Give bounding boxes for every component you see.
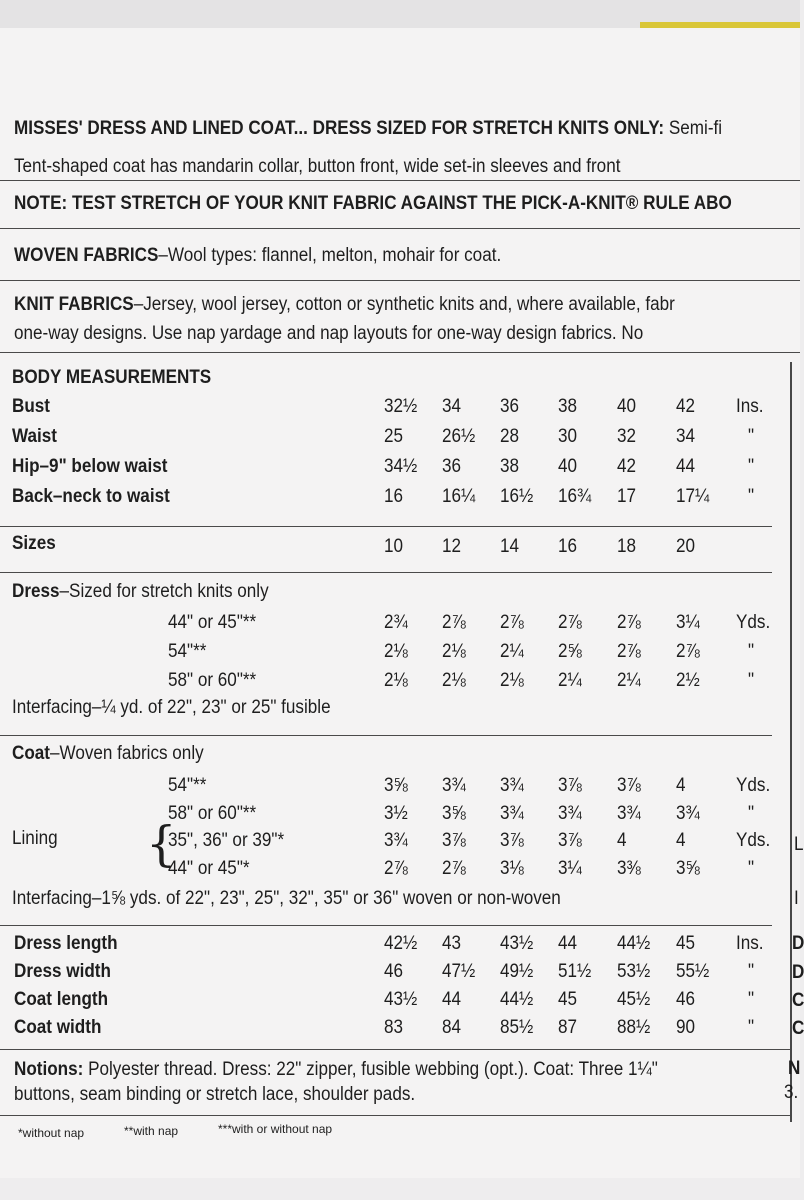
body-measurement-cell: 17¼ — [676, 486, 710, 507]
finished-measurement-row-label: Coat length — [14, 989, 109, 1010]
body-measurement-cell: 36 — [500, 396, 520, 417]
woven-fabrics-line — [14, 245, 501, 267]
finished-measurement-cell: 88½ — [617, 1017, 651, 1038]
body-measurement-cell: 34 — [442, 396, 462, 417]
coat-yardage-cell: 3¾ — [676, 803, 700, 824]
dress-yardage-cell: 2⅞ — [676, 641, 700, 662]
body-measurement-unit: " — [748, 456, 755, 477]
coat-yardage-cell: 3¾ — [617, 803, 641, 824]
lining-brace: { — [146, 816, 177, 872]
dress-yardage-cell: 2⅞ — [442, 612, 466, 633]
body-measurement-cell: 17 — [617, 486, 637, 507]
intro-title-rest: Semi-fi — [664, 118, 723, 139]
finished-measurement-cell: 44 — [442, 989, 462, 1010]
knit-text: –Jersey, wool jersey, cotton or synthetic knits and, where available, fabr — [133, 294, 675, 315]
footnote-with-nap: **with nap — [124, 1124, 179, 1138]
body-measurement-cell: 16½ — [500, 486, 534, 507]
finished-measurement-row-label: Coat width — [14, 1017, 102, 1038]
woven-label: WOVEN FABRICS — [14, 245, 159, 266]
dress-yardage-cell: 2⅝ — [558, 641, 582, 662]
finished-measurement-cell: 85½ — [500, 1017, 534, 1038]
lining-yardage-row-label: 35", 36" or 39"* — [168, 830, 285, 851]
body-measurement-row-label: Waist — [12, 426, 57, 447]
coat-yardage-row-label: 54"** — [168, 775, 207, 796]
lining-yardage-cell: 3⅞ — [500, 830, 524, 851]
notions-line-1 — [14, 1059, 658, 1081]
divider — [0, 180, 800, 181]
finished-measurement-cell: 47½ — [442, 961, 476, 982]
dress-yardage-cell: 2¾ — [384, 612, 408, 633]
finished-measurement-cell: 44½ — [617, 933, 651, 954]
coat-yardage-cell: 3⅝ — [384, 775, 408, 796]
coat-heading-rest: –Woven fabrics only — [50, 743, 204, 764]
size-cell: 12 — [442, 536, 462, 557]
right-fragment: D — [792, 962, 804, 983]
body-measurement-cell: 32½ — [384, 396, 418, 417]
note-line: NOTE: TEST STRETCH OF YOUR KNIT FABRIC AGAINST THE PICK-A-KNIT® RULE ABO — [14, 193, 732, 214]
finished-measurement-cell: 43½ — [500, 933, 534, 954]
intro-line-1 — [14, 118, 722, 140]
finished-measurement-cell: 44½ — [500, 989, 534, 1010]
body-measurement-cell: 40 — [558, 456, 578, 477]
right-fragment: C — [792, 990, 804, 1011]
coat-yardage-cell: 4 — [676, 775, 686, 796]
dress-yardage-unit: " — [748, 641, 755, 662]
size-cell: 14 — [500, 536, 520, 557]
dress-interfacing: Interfacing–¼ yd. of 22", 23" or 25" fusible — [12, 697, 331, 718]
dress-yardage-unit: " — [748, 670, 755, 691]
lining-label: Lining — [12, 828, 58, 849]
divider — [0, 735, 772, 736]
size-cell: 18 — [617, 536, 637, 557]
dress-yardage-cell: 2¼ — [558, 670, 582, 691]
dress-yardage-row-label: 54"** — [168, 641, 207, 662]
finished-measurement-cell: 43 — [442, 933, 462, 954]
body-measurement-unit: " — [748, 486, 755, 507]
coat-yardage-row-label: 58" or 60"** — [168, 803, 257, 824]
finished-measurement-row-label: Dress length — [14, 933, 118, 954]
dress-yardage-cell: 2⅞ — [617, 641, 641, 662]
divider — [0, 1049, 790, 1050]
notions-text: Polyester thread. Dress: 22" zipper, fusible webbing (opt.). Coat: Three 1¼" — [83, 1059, 658, 1080]
lining-yardage-row-label: 44" or 45"* — [168, 858, 250, 879]
dress-yardage-cell: 2⅞ — [617, 612, 641, 633]
finished-measurement-cell: 53½ — [617, 961, 651, 982]
finished-measurement-row-label: Dress width — [14, 961, 111, 982]
body-measurement-cell: 16 — [384, 486, 404, 507]
finished-measurement-cell: 87 — [558, 1017, 578, 1038]
intro-title: MISSES' DRESS AND LINED COAT... DRESS SIZED FOR STRETCH KNITS ONLY: — [14, 118, 665, 139]
coat-yardage-cell: 3½ — [384, 803, 408, 824]
finished-measurement-cell: 45 — [558, 989, 578, 1010]
divider — [0, 1115, 790, 1116]
body-measurement-row-label: Hip–9" below waist — [12, 456, 168, 477]
body-measurement-unit: " — [748, 426, 755, 447]
body-measurement-cell: 16¼ — [442, 486, 476, 507]
finished-measurement-cell: 45 — [676, 933, 696, 954]
divider — [0, 228, 800, 229]
lining-yardage-cell: 3¼ — [558, 858, 582, 879]
lining-yardage-cell: 4 — [676, 830, 686, 851]
coat-yardage-cell: 3¾ — [500, 775, 524, 796]
lining-yardage-cell: 3⅞ — [442, 830, 466, 851]
lining-yardage-cell: 3⅜ — [617, 858, 641, 879]
right-fragment: D — [792, 933, 804, 954]
size-cell: 20 — [676, 536, 696, 557]
notions-label: Notions: — [14, 1059, 84, 1080]
finished-measurement-cell: 49½ — [500, 961, 534, 982]
sizes-label: Sizes — [12, 533, 56, 554]
lining-yardage-unit: " — [748, 858, 755, 879]
dress-heading — [12, 581, 269, 603]
body-measurement-cell: 32 — [617, 426, 637, 447]
coat-yardage-cell: 3¾ — [558, 803, 582, 824]
finished-measurement-cell: 83 — [384, 1017, 404, 1038]
dress-yardage-row-label: 58" or 60"** — [168, 670, 257, 691]
woven-text: –Wool types: flannel, melton, mohair for coat. — [158, 245, 502, 266]
knit-label: KNIT FABRICS — [14, 294, 134, 315]
body-measurement-cell: 34 — [676, 426, 696, 447]
dress-yardage-cell: 3¼ — [676, 612, 700, 633]
finished-measurement-unit: " — [748, 989, 755, 1010]
dress-yardage-cell: 2⅛ — [500, 670, 524, 691]
coat-heading-bold: Coat — [12, 743, 51, 764]
lining-yardage-cell: 4 — [617, 830, 627, 851]
coat-heading — [12, 743, 204, 765]
body-measurement-cell: 25 — [384, 426, 404, 447]
right-fragment: 3. — [784, 1082, 799, 1103]
right-fragment: N — [788, 1058, 801, 1079]
lining-yardage-unit: Yds. — [736, 830, 771, 851]
finished-measurement-cell: 45½ — [617, 989, 651, 1010]
dress-heading-rest: –Sized for stretch knits only — [59, 581, 269, 602]
dress-yardage-cell: 2¼ — [500, 641, 524, 662]
body-measurement-cell: 38 — [558, 396, 578, 417]
divider — [0, 572, 772, 573]
lining-yardage-cell: 3⅝ — [676, 858, 700, 879]
coat-yardage-cell: 3⅝ — [442, 803, 466, 824]
dress-yardage-cell: 2⅛ — [442, 670, 466, 691]
coat-yardage-cell: 3¾ — [442, 775, 466, 796]
dress-yardage-cell: 2¼ — [617, 670, 641, 691]
finished-measurement-cell: 90 — [676, 1017, 696, 1038]
dress-yardage-cell: 2½ — [676, 670, 700, 691]
lining-yardage-cell: 3⅞ — [558, 830, 582, 851]
finished-measurement-cell: 43½ — [384, 989, 418, 1010]
body-measurement-cell: 44 — [676, 456, 696, 477]
finished-measurement-unit: " — [748, 961, 755, 982]
body-measurement-cell: 34½ — [384, 456, 418, 477]
body-measurement-row-label: Back–neck to waist — [12, 486, 170, 507]
dress-yardage-cell: 2⅛ — [384, 641, 408, 662]
body-measurement-cell: 36 — [442, 456, 462, 477]
body-measurement-unit: Ins. — [736, 396, 764, 417]
finished-measurement-cell: 46 — [384, 961, 404, 982]
divider — [0, 280, 800, 281]
coat-yardage-unit: " — [748, 803, 755, 824]
dress-yardage-row-label: 44" or 45"** — [168, 612, 257, 633]
dress-yardage-cell: 2⅛ — [384, 670, 408, 691]
footnote-without-nap: *without nap — [18, 1126, 85, 1140]
coat-interfacing: Interfacing–1⅝ yds. of 22", 23", 25", 32", 35" or 36" woven or non-woven — [12, 888, 561, 909]
notions-line-2: buttons, seam binding or stretch lace, shoulder pads. — [14, 1084, 416, 1105]
body-measurement-cell: 16¾ — [558, 486, 592, 507]
body-measurement-cell: 26½ — [442, 426, 476, 447]
divider — [0, 925, 772, 926]
body-measurement-cell: 42 — [617, 456, 637, 477]
lining-yardage-cell: 3¾ — [384, 830, 408, 851]
finished-measurement-cell: 46 — [676, 989, 696, 1010]
coat-yardage-cell: 3⅞ — [558, 775, 582, 796]
body-measurement-cell: 28 — [500, 426, 520, 447]
coat-yardage-cell: 3⅞ — [617, 775, 641, 796]
lining-yardage-cell: 2⅞ — [384, 858, 408, 879]
lining-yardage-cell: 3⅛ — [500, 858, 524, 879]
coat-yardage-cell: 3¾ — [500, 803, 524, 824]
finished-measurement-cell: 55½ — [676, 961, 710, 982]
body-measurement-row-label: Bust — [12, 396, 51, 417]
body-measurement-cell: 38 — [500, 456, 520, 477]
size-cell: 10 — [384, 536, 404, 557]
body-measurements-heading: BODY MEASUREMENTS — [12, 367, 212, 388]
body-measurement-cell: 30 — [558, 426, 578, 447]
dress-yardage-cell: 2⅞ — [500, 612, 524, 633]
dress-yardage-cell: 2⅞ — [558, 612, 582, 633]
right-fragment: L — [794, 834, 804, 855]
divider — [0, 526, 772, 527]
dress-yardage-cell: 2⅛ — [442, 641, 466, 662]
right-fragment: I — [794, 888, 799, 909]
intro-line-2: Tent-shaped coat has mandarin collar, button front, wide set-in sleeves and front — [14, 156, 621, 177]
finished-measurement-cell: 42½ — [384, 933, 418, 954]
finished-measurement-unit: " — [748, 1017, 755, 1038]
body-measurement-cell: 42 — [676, 396, 696, 417]
dress-heading-bold: Dress — [12, 581, 60, 602]
finished-measurement-cell: 51½ — [558, 961, 592, 982]
finished-measurement-cell: 84 — [442, 1017, 462, 1038]
finished-measurement-unit: Ins. — [736, 933, 764, 954]
knit-fabrics-line-2: one-way designs. Use nap yardage and nap layouts for one-way design fabrics. No — [14, 323, 644, 344]
finished-measurement-cell: 44 — [558, 933, 578, 954]
divider — [0, 352, 800, 353]
coat-yardage-unit: Yds. — [736, 775, 771, 796]
lining-yardage-cell: 2⅞ — [442, 858, 466, 879]
footnote-with-or-without-nap: ***with or without nap — [218, 1122, 333, 1136]
right-fragment: C — [792, 1018, 804, 1039]
knit-fabrics-line — [14, 294, 675, 316]
dress-yardage-unit: Yds. — [736, 612, 771, 633]
size-cell: 16 — [558, 536, 578, 557]
body-measurement-cell: 40 — [617, 396, 637, 417]
